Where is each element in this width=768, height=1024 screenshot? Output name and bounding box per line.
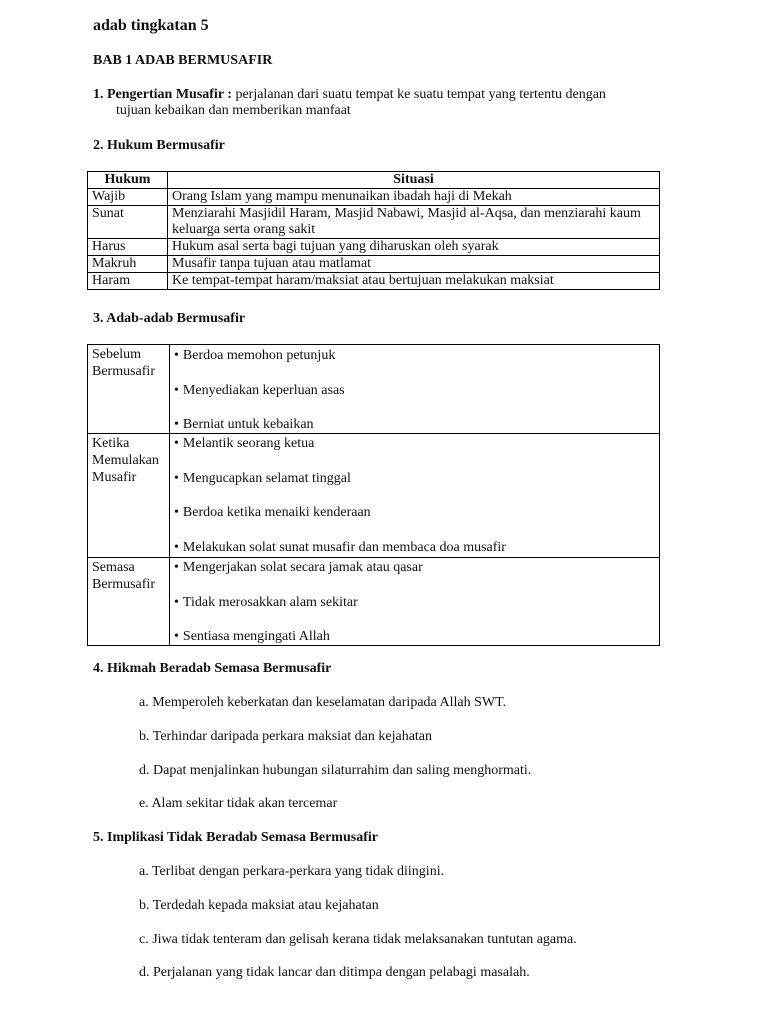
adab-stage-cell bbox=[88, 558, 170, 646]
list-item: c. Jiwa tidak tenteram dan gelisah kerana tidak melaksanakan tuntutan agama. bbox=[139, 932, 577, 947]
adab-items-cell bbox=[170, 434, 660, 558]
list-item: a. Terlibat dengan perkara-perkara yang tidak diingini. bbox=[139, 864, 445, 879]
adab-items-cell bbox=[170, 345, 660, 434]
section-1-term: Pengertian Musafir : bbox=[107, 87, 232, 102]
list-item: a. Memperoleh keberkatan dan keselamatan daripada Allah SWT. bbox=[139, 695, 507, 710]
table-row bbox=[88, 345, 660, 434]
list-item: • Berdoa memohon petunjuk bbox=[174, 347, 655, 364]
list-item: d. Dapat menjalinkan hubungan silaturrahim dan saling menghormati. bbox=[139, 763, 532, 778]
list-item: • Sentiasa mengingati Allah bbox=[174, 628, 655, 645]
hukum-cell: Wajib bbox=[88, 189, 168, 206]
situasi-cell: Hukum asal serta bagi tujuan yang diharuskan oleh syarak bbox=[168, 239, 660, 256]
adab-stage-label: Memulakan bbox=[92, 453, 159, 468]
situasi-cell: Musafir tanpa tujuan atau matlamat bbox=[168, 256, 660, 273]
list-item: b. Terdedah kepada maksiat atau kejahatan bbox=[139, 898, 379, 913]
list-item: b. Terhindar daripada perkara maksiat dan kejahatan bbox=[139, 729, 433, 744]
hukum-cell: Sunat bbox=[88, 206, 168, 239]
list-item: e. Alam sekitar tidak akan tercemar bbox=[139, 796, 338, 811]
list-item: • Melakukan solat sunat musafir dan membaca doa musafir bbox=[174, 539, 655, 556]
table-row bbox=[88, 256, 660, 273]
adab-stage-label: Musafir bbox=[92, 470, 137, 485]
list-item: • Mengucapkan selamat tinggal bbox=[174, 470, 655, 487]
section-1-definition-text: perjalanan dari suatu tempat ke suatu tempat yang tertentu dengan bbox=[235, 87, 606, 102]
list-item: • Berniat untuk kebaikan bbox=[174, 416, 655, 433]
bullet-list bbox=[174, 345, 655, 433]
table-row bbox=[88, 206, 660, 239]
table-header-row bbox=[88, 172, 660, 189]
hukum-cell: Haram bbox=[88, 273, 168, 290]
document-title: adab tingkatan 5 bbox=[93, 17, 209, 34]
hukum-cell: Makruh bbox=[88, 256, 168, 273]
section-4-heading: 4. Hikmah Beradab Semasa Bermusafir bbox=[93, 661, 332, 676]
table-header-situasi: Situasi bbox=[168, 172, 660, 189]
section-2-heading: 2. Hukum Bermusafir bbox=[93, 138, 225, 153]
situasi-cell: Menziarahi Masjidil Haram, Masjid Nabawi, Masjid al-Aqsa, dan menziarahi kaum keluarga serta orang sakit bbox=[168, 206, 660, 239]
list-item: • Melantik seorang ketua bbox=[174, 435, 655, 452]
table-row bbox=[88, 189, 660, 206]
chapter-title: BAB 1 ADAB BERMUSAFIR bbox=[93, 53, 273, 68]
table-row bbox=[88, 239, 660, 256]
hukum-cell: Harus bbox=[88, 239, 168, 256]
adab-stage-label: Bermusafir bbox=[92, 577, 155, 592]
list-item: • Mengerjakan solat secara jamak atau qasar bbox=[174, 559, 655, 576]
adab-items-cell bbox=[170, 558, 660, 646]
adab-stage-label: Bermusafir bbox=[92, 364, 155, 379]
list-item: • Berdoa ketika menaiki kenderaan bbox=[174, 504, 655, 521]
section-1-number: 1. bbox=[93, 87, 104, 102]
list-item: • Tidak merosakkan alam sekitar bbox=[174, 594, 655, 611]
list-item: d. Perjalanan yang tidak lancar dan ditimpa dengan pelabagi masalah. bbox=[139, 965, 530, 980]
adab-stage-cell bbox=[88, 434, 170, 558]
bullet-list bbox=[174, 434, 655, 556]
bullet-list bbox=[174, 558, 655, 645]
section-1-line-1 bbox=[107, 87, 606, 103]
section-5-heading: 5. Implikasi Tidak Beradab Semasa Bermusafir bbox=[93, 830, 378, 845]
adab-stage-label: Semasa bbox=[92, 560, 135, 575]
section-3-heading: 3. Adab-adab Bermusafir bbox=[93, 311, 246, 326]
adab-stage-label: Sebelum bbox=[92, 347, 141, 362]
adab-stage-cell bbox=[88, 345, 170, 434]
table-header-hukum: Hukum bbox=[88, 172, 168, 189]
situasi-cell: Orang Islam yang mampu menunaikan ibadah haji di Mekah bbox=[168, 189, 660, 206]
adab-table bbox=[87, 344, 660, 646]
table-row bbox=[88, 273, 660, 290]
adab-stage-label: Ketika bbox=[92, 436, 130, 451]
list-item: • Menyediakan keperluan asas bbox=[174, 382, 655, 399]
hukum-table bbox=[87, 171, 660, 290]
table-row bbox=[88, 434, 660, 558]
table-row bbox=[88, 558, 660, 646]
section-1-line-2: tujuan kebaikan dan memberikan manfaat bbox=[116, 103, 351, 118]
situasi-cell: Ke tempat-tempat haram/maksiat atau bertujuan melakukan maksiat bbox=[168, 273, 660, 290]
